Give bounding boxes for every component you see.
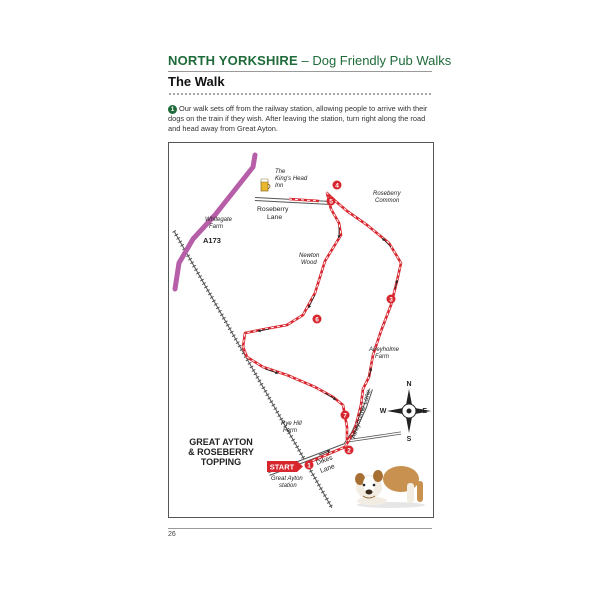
svg-text:3: 3 <box>389 296 393 304</box>
svg-text:START: START <box>269 462 295 472</box>
label-roseberry-common-2: Common <box>375 198 400 204</box>
label-pub-1: The <box>275 169 286 175</box>
label-station-2: station <box>279 483 297 489</box>
label-pub-2: King's Head <box>275 176 308 182</box>
label-roseberry-lane-1: Roseberry <box>257 206 289 213</box>
town-label-3: TOPPING <box>200 457 242 467</box>
label-pub-3: Inn <box>275 183 284 189</box>
label-road-a173: A173 <box>203 236 221 245</box>
step-badge: 1 <box>168 105 177 114</box>
waypoint-2 <box>345 446 354 455</box>
label-roseberry-lane-2: Lane <box>267 214 283 221</box>
svg-text:6: 6 <box>315 316 319 324</box>
label-roseberry-common-1: Roseberry <box>373 191 401 197</box>
label-dikes-1: Dikes <box>315 454 334 467</box>
svg-text:1: 1 <box>307 462 311 470</box>
label-whitegate-2: Farm <box>209 224 223 230</box>
pub-icon <box>261 179 270 191</box>
label-aireyholme-lane: Aireyholme Lane <box>350 388 373 440</box>
label-whitegate-1: Whitegate <box>205 217 233 223</box>
label-newton-1: Newton <box>299 253 320 259</box>
svg-text:E: E <box>422 408 427 415</box>
footer-rule <box>168 528 432 529</box>
label-newton-2: Wood <box>301 260 317 266</box>
waypoint-3 <box>387 295 396 304</box>
header-region: NORTH YORKSHIRE <box>168 53 298 68</box>
svg-text:S: S <box>406 436 412 443</box>
svg-text:5: 5 <box>329 198 333 206</box>
svg-text:N: N <box>406 381 412 388</box>
svg-text:4: 4 <box>335 182 339 190</box>
label-dikes-2: Lane <box>319 463 336 475</box>
label-station-1: Great Ayton <box>271 476 303 482</box>
page-header <box>168 53 451 68</box>
walk-map <box>168 142 434 518</box>
label-ryehill-2: Farm <box>283 428 297 434</box>
label-ryehill-1: Rye Hill <box>281 421 302 427</box>
header-rule <box>168 71 432 72</box>
walk-route <box>243 193 401 463</box>
page-number: 26 <box>168 531 176 538</box>
town-label-1: GREAT AYTON <box>189 437 253 447</box>
waypoint-6 <box>313 315 322 324</box>
svg-text:W: W <box>379 408 387 415</box>
label-aireyholme-farm-1: Aireyholme <box>369 347 400 353</box>
svg-text:7: 7 <box>343 412 347 420</box>
waypoint-7 <box>341 411 350 420</box>
intro-text: Our walk sets off from the railway station, allowing people to arrive with their dogs on the train if they wish. After leaving the station, turn right along the road and head away from Great Ayton. <box>168 104 428 133</box>
bulldog-illustration <box>355 466 425 508</box>
intro-paragraph <box>168 104 434 133</box>
label-aireyholme-farm-2: Farm <box>375 354 389 360</box>
start-marker <box>267 461 303 472</box>
dotted-divider <box>168 93 432 95</box>
waypoint-5 <box>327 197 336 206</box>
waypoint-4 <box>333 181 342 190</box>
header-subtitle: – Dog Friendly Pub Walks <box>297 53 452 68</box>
town-label-2: & ROSEBERRY <box>188 447 254 457</box>
waypoint-1 <box>305 461 314 470</box>
section-title: The Walk <box>168 74 225 89</box>
svg-text:2: 2 <box>347 447 351 455</box>
